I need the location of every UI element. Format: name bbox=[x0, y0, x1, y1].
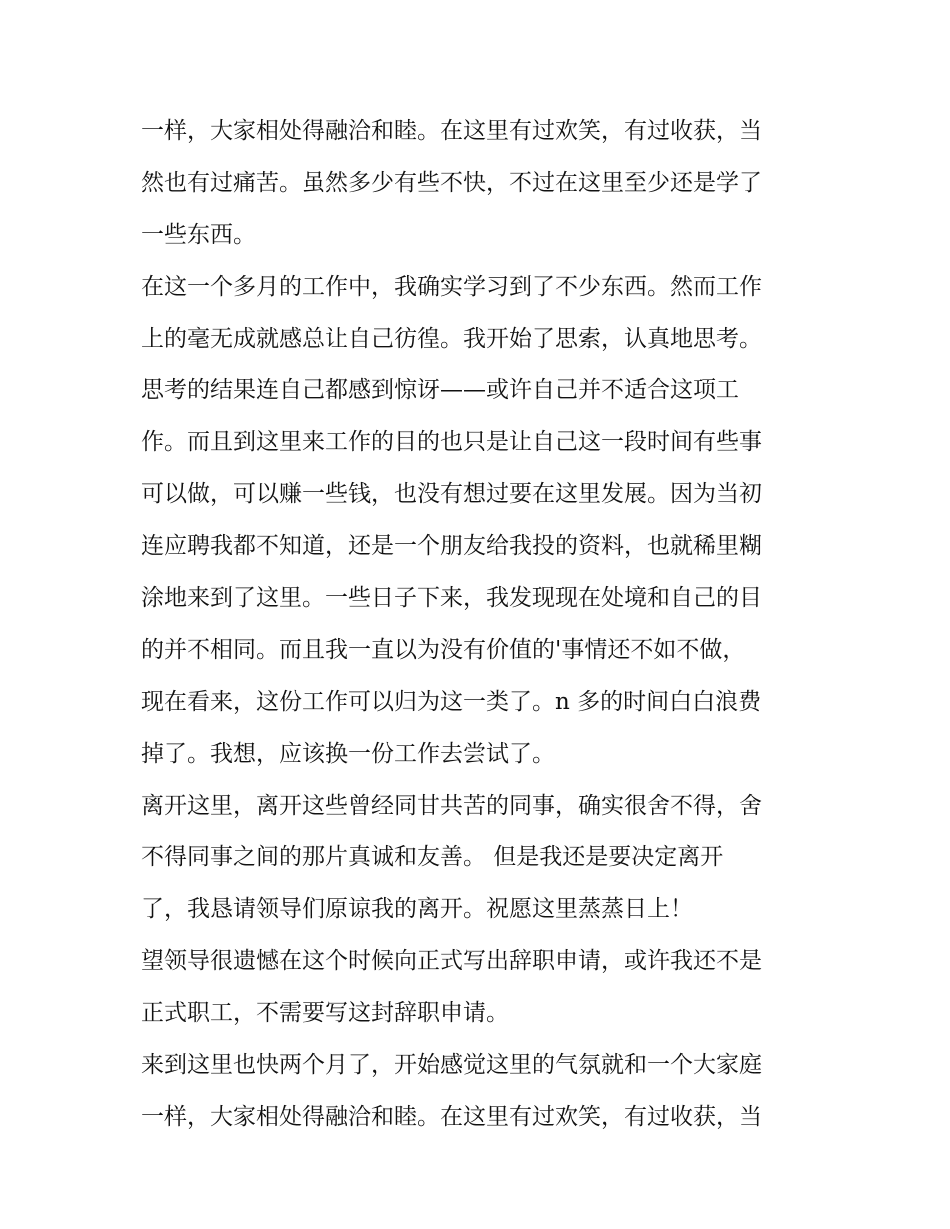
text-line: 现在看来，这份工作可以归为这一类了。n 多的时间白白浪费 bbox=[141, 688, 762, 715]
text-line: 一样，大家相处得融洽和睦。在这里有过欢笑，有过收获，当 bbox=[141, 118, 762, 144]
text-line: 思考的结果连自己都感到惊讶——或许自己并不适合这项工 bbox=[141, 377, 739, 404]
text-line: 上的毫无成就感总让自己彷徨。我开始了思索，认真地思考。 bbox=[141, 325, 762, 352]
document-body bbox=[141, 106, 821, 1144]
text-line: 作。而且到这里来工作的目的也只是让自己这一段时间有些事 bbox=[141, 429, 762, 456]
text-line: 在这一个多月的工作中，我确实学习到了不少东西。然而工作 bbox=[141, 273, 762, 300]
text-line: 然也有过痛苦。虽然多少有些不快，不过在这里至少还是学了 bbox=[141, 169, 762, 196]
text-line: 一样，大家相处得融洽和睦。在这里有过欢笑，有过收获，当 bbox=[141, 1103, 762, 1130]
text-line: 正式职工，不需要写这封辞职申请。 bbox=[141, 1000, 509, 1027]
text-line: 一些东西。 bbox=[141, 221, 256, 248]
text-line: 离开这里，离开这些曾经同甘共苦的同事，确实很舍不得，舍 bbox=[141, 792, 762, 819]
text-line: 不得同事之间的那片真诚和友善。 但是我还是要决定离开 bbox=[141, 844, 724, 871]
text-line: 的并不相同。而且我一直以为没有价值的'事情还不如不做， bbox=[141, 636, 746, 663]
text-line: 连应聘我都不知道，还是一个朋友给我投的资料，也就稀里糊 bbox=[141, 533, 762, 560]
text-line: 可以做，可以赚一些钱，也没有想过要在这里发展。因为当初 bbox=[141, 481, 762, 508]
text-line: 来到这里也快两个月了，开始感觉这里的气氛就和一个大家庭 bbox=[141, 1052, 762, 1079]
text-line: 涂地来到了这里。一些日子下来，我发现现在处境和自己的目 bbox=[141, 585, 762, 612]
text-line: 掉了。我想，应该换一份工作去尝试了。 bbox=[141, 740, 555, 767]
text-line: 望领导很遗憾在这个时候向正式写出辞职申请，或许我还不是 bbox=[141, 948, 762, 975]
text-line: 了，我恳请领导们原谅我的离开。祝愿这里蒸蒸日上！ bbox=[141, 896, 693, 923]
